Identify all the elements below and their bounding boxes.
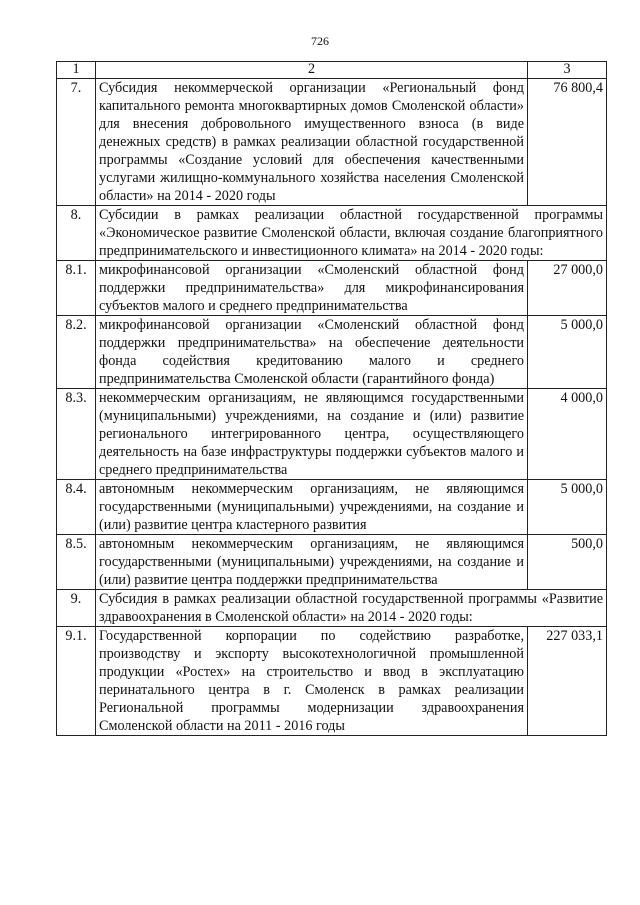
row-number: 8.3. [57,389,96,480]
table-header-row [57,62,607,79]
table-row [57,627,607,736]
row-amount: 5 000,0 [528,316,607,389]
row-number: 8.2. [57,316,96,389]
row-amount: 27 000,0 [528,261,607,316]
row-number: 8. [57,206,96,261]
table-row [57,261,607,316]
row-description: Субсидии в рамках реализации областной государственной программы «Экономическое развитие Смоленской области, включая создание благоприятного предпринимательского и инвестиционного климата» на 2014 - 2020 годы: [96,206,607,261]
row-number: 7. [57,79,96,206]
row-amount: 227 033,1 [528,627,607,736]
column-header-description: 2 [96,62,528,79]
row-amount: 4 000,0 [528,389,607,480]
column-header-number: 1 [57,62,96,79]
column-header-amount: 3 [528,62,607,79]
row-description: автономным некоммерческим организациям, не являющимся государственными (муниципальными) учреждениями, на создание и (или) развитие центра поддержки предпринимательства [96,535,528,590]
table-row [57,79,607,206]
row-number: 9.1. [57,627,96,736]
row-description: автономным некоммерческим организациям, не являющимся государственными (муниципальными) учреждениями, на создание и (или) развитие центра кластерного развития [96,480,528,535]
row-number: 8.1. [57,261,96,316]
row-amount: 5 000,0 [528,480,607,535]
row-description: некоммерческим организациям, не являющимся государственными (муниципальными) учреждениями, на создание и (или) развитие регионального интегрированного центра, осуществляющего деятельность на базе инфраструктуры поддержки субъектов малого и среднего предпринимательства [96,389,528,480]
row-number: 8.5. [57,535,96,590]
table-row [57,389,607,480]
row-amount: 500,0 [528,535,607,590]
table-row [57,316,607,389]
row-number: 8.4. [57,480,96,535]
row-description: Субсидия некоммерческой организации «Региональный фонд капитального ремонта многоквартирных домов Смоленской области» для внесения добровольного имущественного взноса (в виде денежных средств) в рамках реализации областной государственной программы «Создание условий для обеспечения качественными услугами жилищно-коммунального хозяйства населения Смоленской области» на 2014 - 2020 годы [96,79,528,206]
page-number: 726 [311,34,329,48]
row-description: Субсидия в рамках реализации областной государственной программы «Развитие здравоохранения в Смоленской области» на 2014 - 2020 годы: [96,590,607,627]
row-amount: 76 800,4 [528,79,607,206]
table-row [57,535,607,590]
row-description: микрофинансовой организации «Смоленский областной фонд поддержки предпринимательства» на обеспечение деятельности фонда содействия кредитованию малого и среднего предпринимательства Смоленской области (гарантийного фонда) [96,316,528,389]
table-row [57,206,607,261]
table-row [57,590,607,627]
budget-table [56,61,607,736]
row-description: микрофинансовой организации «Смоленский областной фонд поддержки предпринимательства» для микрофинансирования субъектов малого и среднего предпринимательства [96,261,528,316]
table-row [57,480,607,535]
row-description: Государственной корпорации по содействию разработке, производству и экспорту высокотехнологичной промышленной продукции «Ростех» на строительство и ввод в эксплуатацию перинатального центра в г. Смоленск в рамках реализации Региональной программы модернизации здравоохранения Смоленской области на 2011 - 2016 годы [96,627,528,736]
row-number: 9. [57,590,96,627]
